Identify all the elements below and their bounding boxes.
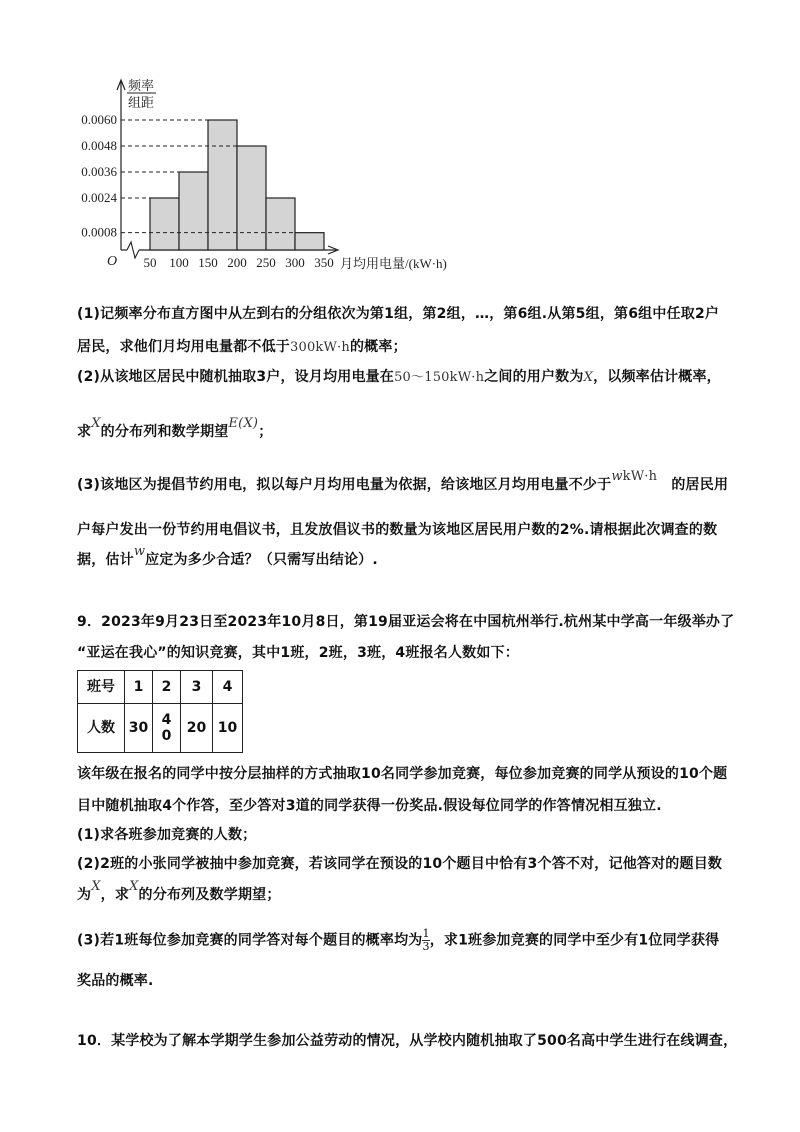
q8-part1-line1: (1)记频率分布直方图中从左到右的分组依次为第1组，第2组，…，第6组.从第5组，第6组中任取2户: [77, 306, 720, 322]
table-cell: 2: [153, 671, 181, 704]
q10-line1: 10．某学校为了解本学期学生参加公益劳动的情况，从学校内随机抽取了500名高中学生进行在线调查，: [77, 1033, 738, 1049]
histogram-bar: [208, 120, 237, 250]
cell-digit: 4: [161, 712, 172, 728]
y-tick-label: 0.0008: [81, 224, 117, 240]
q8-part3-line2: 户每户发出一份节约用电倡议书，且发放倡议书的数量为该地区居民用户数的2%.请根据此次调查的数: [77, 522, 718, 538]
q8-part3-line3: 据，估计w应定为多少合适？（只需写出结论）.: [77, 544, 378, 568]
origin-label: O: [106, 254, 118, 269]
q8-part2-line1: (2)从该地区居民中随机抽取3户，设月均用电量在50～150kW·h之间的用户数为X，以频率估计概率，: [77, 369, 721, 385]
histogram-bar: [266, 198, 295, 250]
q9-line1: 9．2023年9月23日至2023年10月8日，第19届亚运会将在中国杭州举行.杭州某中学高一年级举办了: [77, 614, 735, 630]
q9-part1: (1)求各班参加竞赛的人数；: [77, 827, 257, 843]
x-tick-label: 100: [169, 255, 189, 270]
q9-line4: 目中随机抽取4个作答，至少答对3道的同学获得一份奖品.假设每位同学的作答情况相互独立.: [77, 798, 662, 814]
table-cell: 4: [213, 671, 243, 704]
table-cell: [153, 704, 181, 753]
x-axis-label: 月均用电量/(kW·h): [340, 256, 447, 271]
y-tick-label: 0.0048: [81, 137, 117, 153]
q8-part1-line2: 居民，求他们月均用电量都不低于300kW·h的概率；: [77, 339, 407, 355]
histogram-bar: [150, 198, 179, 250]
y-tick-label: 0.0024: [81, 189, 117, 205]
q8-part2-line2: 求X的分布列和数学期望E(X)；: [77, 416, 273, 440]
y-axis-label-denominator: 组距: [127, 95, 155, 110]
x-tick-label: 300: [285, 255, 305, 270]
histogram-chart: [0, 0, 800, 290]
registration-table: [77, 670, 243, 753]
table-cell: 30: [125, 704, 153, 753]
x-axis-break: [127, 242, 139, 258]
q9-part3-line2: 奖品的概率.: [77, 973, 154, 989]
y-axis-label-numerator: 频率: [127, 78, 155, 93]
table-cell: 1: [125, 671, 153, 704]
x-tick-label: 150: [198, 255, 218, 270]
q9-part2-line1: (2)2班的小张同学被抽中参加竞赛，若该同学在预设的10个题目中恰有3个答不对，记他答对的题目数: [77, 856, 723, 872]
table-cell: 人数: [78, 704, 125, 753]
x-tick-label: 50: [143, 255, 157, 270]
histogram-bar: [237, 146, 266, 250]
q9-part2-line2: 为X，求X的分布列及数学期望；: [77, 879, 281, 903]
x-tick-label: 200: [227, 255, 247, 270]
y-tick-label: 0.0036: [81, 163, 117, 179]
table-cell: 20: [181, 704, 213, 753]
histogram-bar: [179, 172, 208, 250]
y-tick-label: 0.0060: [81, 111, 117, 127]
x-tick-label: 250: [256, 255, 276, 270]
histogram-bar: [295, 233, 324, 250]
x-tick-label: 350: [314, 255, 334, 270]
table-row: [78, 704, 243, 753]
q9-line3: 该年级在报名的同学中按分层抽样的方式抽取10名同学参加竞赛，每位参加竞赛的同学从预设的10个题: [77, 766, 728, 782]
cell-digit: 0: [161, 728, 172, 744]
table-cell: 3: [181, 671, 213, 704]
q9-part3-line1: (3)若1班每位参加竞赛的同学答对每个题目的概率均为 $\frac{1}{3}$ ，求1班参加竞赛的同学中至少有1位同学获得: [77, 927, 720, 953]
table-cell: 班号: [78, 671, 125, 704]
table-cell: 10: [213, 704, 243, 753]
q8-part3-line1: (3)该地区为提倡节约用电，拟以每户月均用电量为依据，给该地区月均用电量不少于wkW·h的居民用: [77, 469, 729, 493]
fraction: $\frac{1}{3}$: [422, 927, 430, 953]
table-header-row: [78, 671, 243, 704]
q9-line2: “亚运在我心”的知识竞赛，其中1班，2班，3班，4班报名人数如下：: [77, 645, 519, 661]
